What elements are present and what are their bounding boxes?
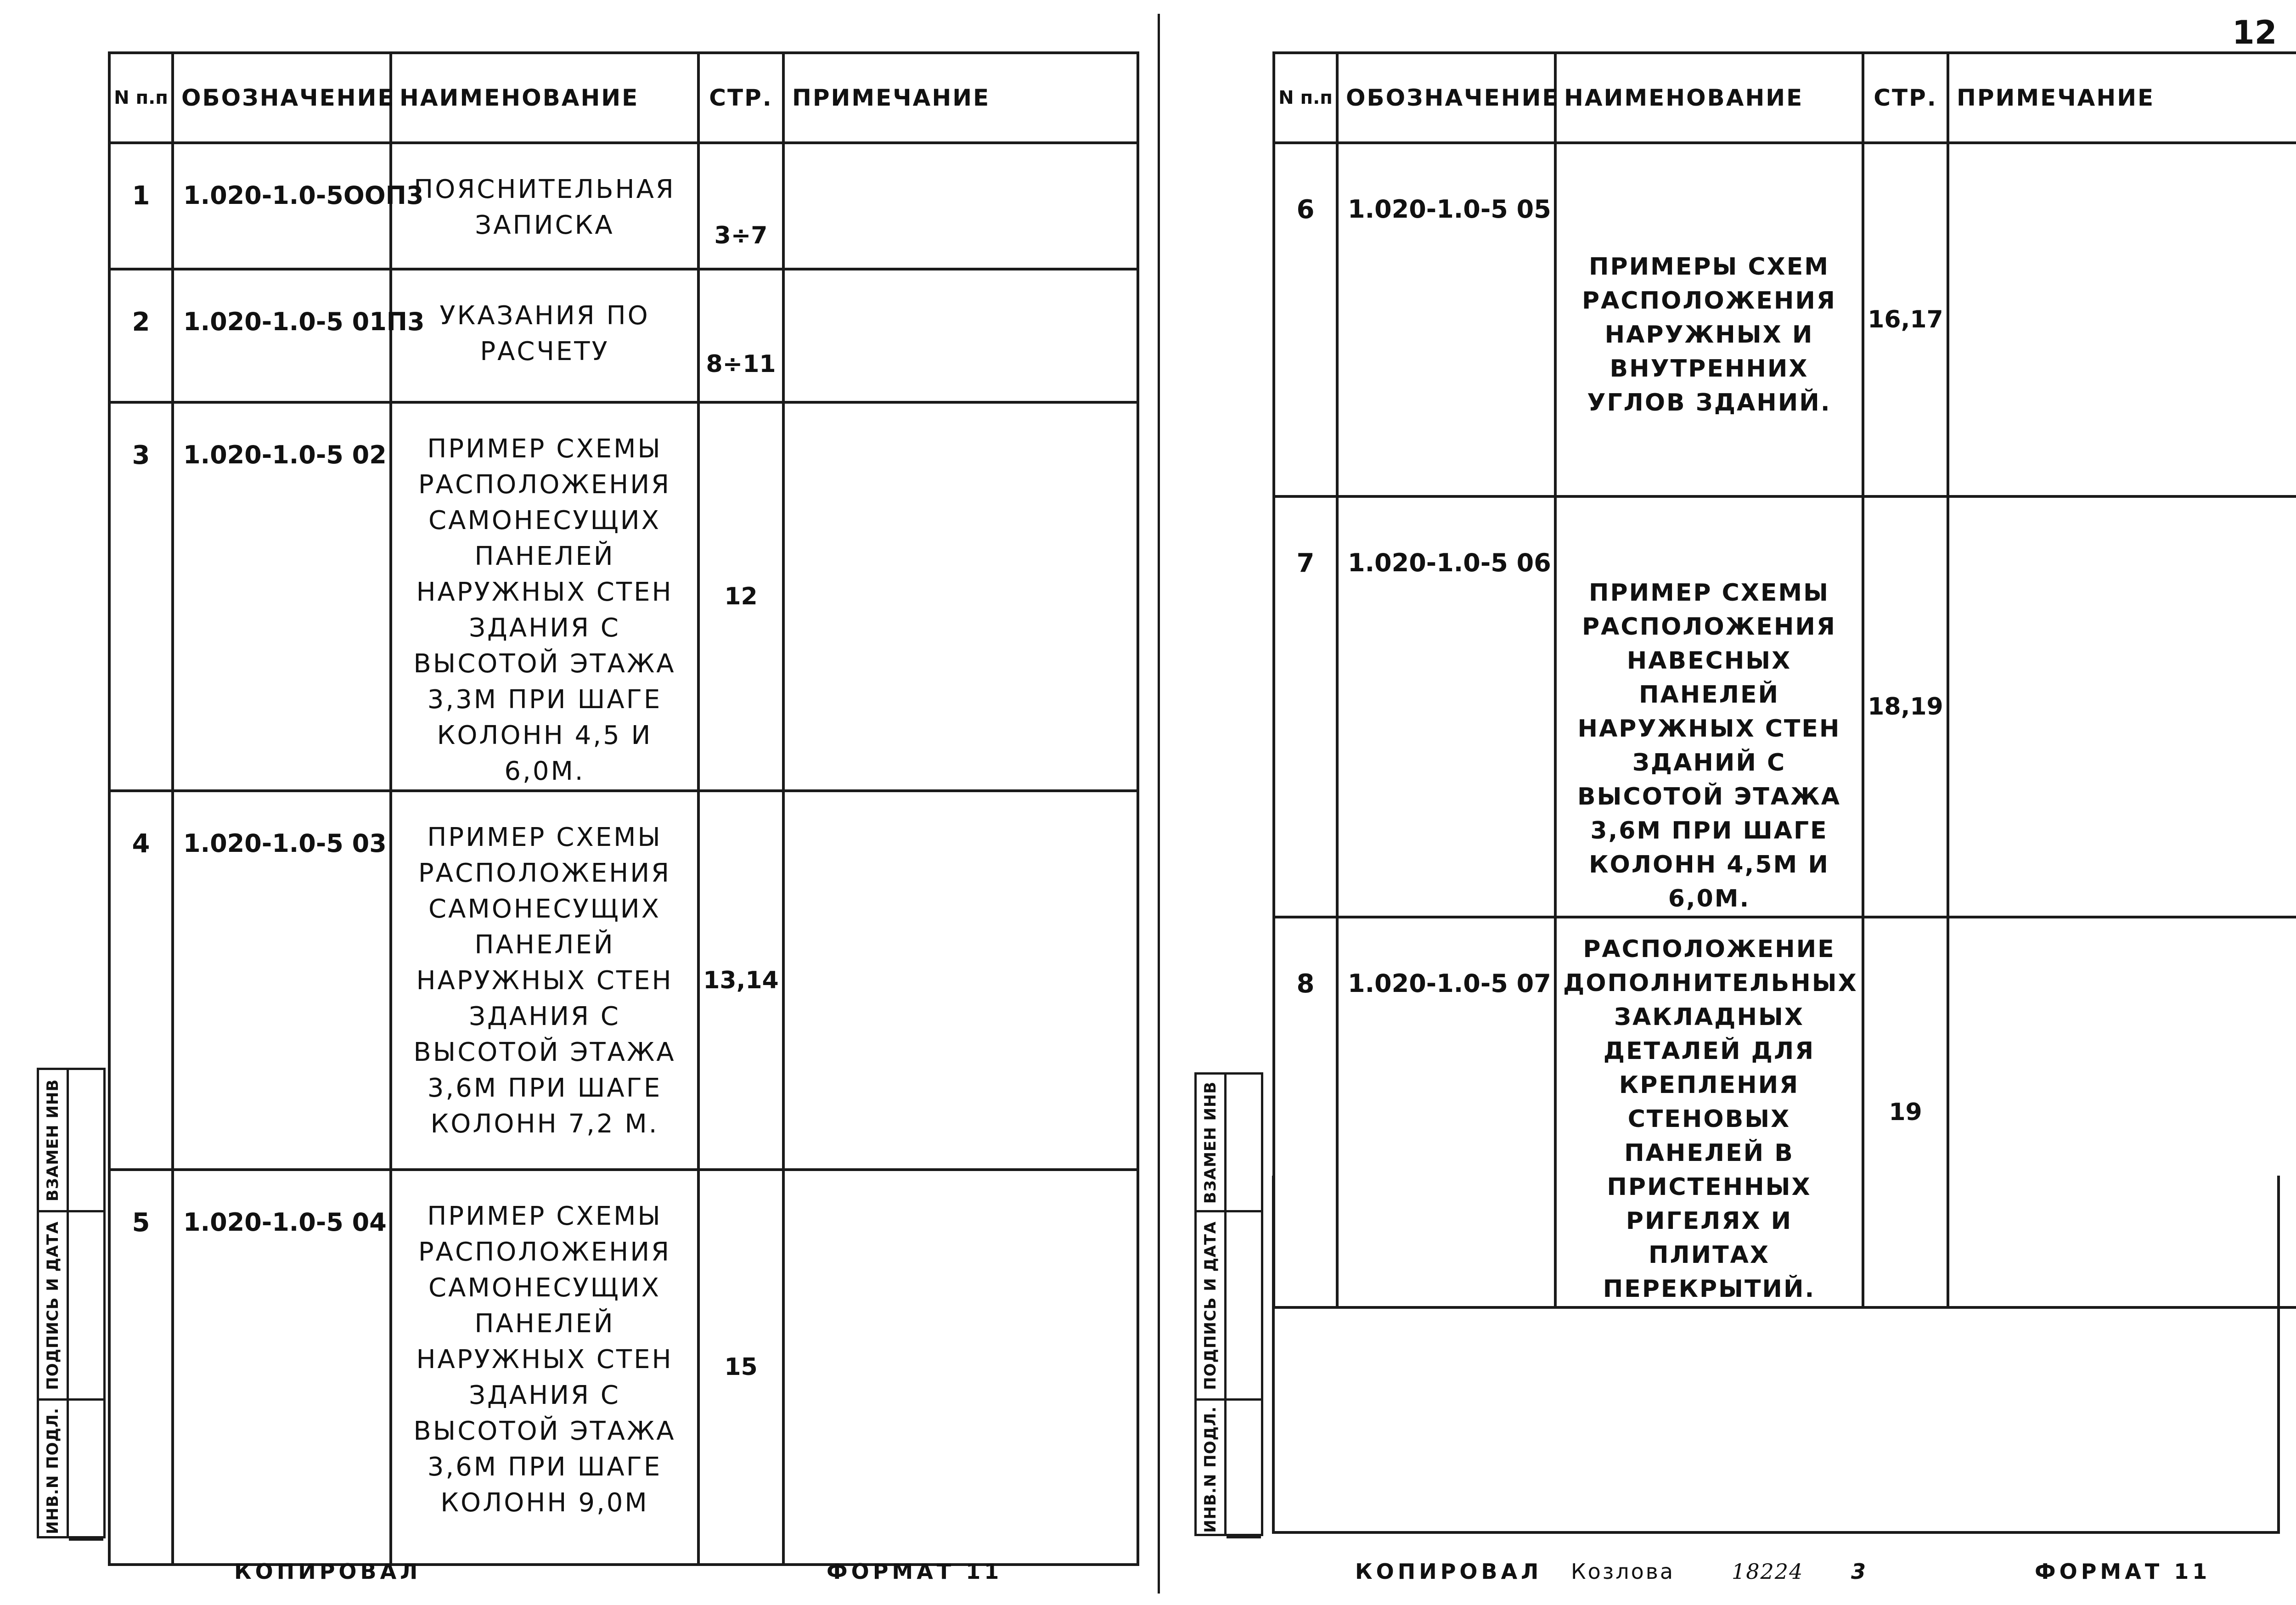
row-designation: 1.020-1.0-5 02 xyxy=(173,402,391,791)
table-header-row xyxy=(1274,53,2296,143)
stamp-label-replaced-inv: ВЗАМЕН ИНВ xyxy=(1201,1081,1220,1204)
stamp-values xyxy=(69,1068,106,1538)
stamp-value-replaced-inv xyxy=(69,1070,103,1212)
side-stamp xyxy=(1194,1072,1263,1536)
row-name: УКАЗАНИЯ ПО РАСЧЕТУ xyxy=(391,269,698,402)
stamp-cell-inv-original xyxy=(1197,1401,1224,1538)
row-note xyxy=(783,1170,1138,1565)
table-row xyxy=(1274,496,2296,917)
row-name: ПРИМЕР СХЕМЫ РАСПОЛОЖЕНИЯ САМОНЕСУЩИХ ПАНЕЛЕЙ НАРУЖНЫХ СТЕН ЗДАНИЯ С ВЫСОТОЙ ЭТАЖА 3,6М ПРИ ШАГЕ КОЛОНН 9,0М xyxy=(391,1170,698,1565)
table-header-row xyxy=(109,53,1138,143)
stamp-cell-signature-date xyxy=(39,1212,67,1401)
stamp-cell-replaced-inv xyxy=(1197,1075,1224,1212)
stamp-label-inv-original: ИНВ.N ПОДЛ. xyxy=(44,1407,62,1534)
table-row xyxy=(109,402,1138,791)
row-designation: 1.020-1.0-5 03 xyxy=(173,791,391,1170)
row-designation: 1.020-1.0-5ООП3 xyxy=(173,143,391,269)
row-designation: 1.020-1.0-5 06 xyxy=(1337,496,1555,917)
stamp-value-signature-date xyxy=(1227,1212,1261,1401)
row-name: ПРИМЕРЫ СХЕМ РАСПОЛОЖЕНИЯ НАРУЖНЫХ И ВНУТРЕННИХ УГЛОВ ЗДАНИЙ. xyxy=(1555,143,1863,496)
stamp-labels xyxy=(1194,1072,1227,1536)
row-number: 6 xyxy=(1274,143,1337,496)
row-page: 3÷7 xyxy=(698,143,783,269)
row-page: 15 xyxy=(698,1170,783,1565)
row-page: 13,14 xyxy=(698,791,783,1170)
stamp-label-inv-original: ИНВ.N ПОДЛ. xyxy=(1201,1406,1220,1533)
row-name: ПРИМЕР СХЕМЫ РАСПОЛОЖЕНИЯ САМОНЕСУЩИХ ПАНЕЛЕЙ НАРУЖНЫХ СТЕН ЗДАНИЯ С ВЫСОТОЙ ЭТАЖА 3,6М ПРИ ШАГЕ КОЛОНН 7,2 М. xyxy=(391,791,698,1170)
column-header-name: НАИМЕНОВАНИЕ xyxy=(391,53,698,143)
column-header-page: СТР. xyxy=(698,53,783,143)
column-header-page: СТР. xyxy=(1863,53,1948,143)
row-note xyxy=(783,269,1138,402)
row-designation: 1.020-1.0-5 04 xyxy=(173,1170,391,1565)
page-number: 12 xyxy=(2232,14,2277,51)
row-page: 19 xyxy=(1863,917,1948,1307)
footer-copied-label: КОПИРОВАЛ xyxy=(234,1559,422,1584)
row-page: 16,17 xyxy=(1863,143,1948,496)
row-number: 3 xyxy=(109,402,173,791)
stamp-label-signature-date: ПОДПИСЬ И ДАТА xyxy=(44,1221,62,1390)
table-row xyxy=(109,1170,1138,1565)
row-designation: 1.020-1.0-5 05 xyxy=(1337,143,1555,496)
table-row xyxy=(109,269,1138,402)
left-specification-table xyxy=(108,51,1139,1566)
table-row xyxy=(109,143,1138,269)
row-page: 8÷11 xyxy=(698,269,783,402)
stamp-cell-signature-date xyxy=(1197,1212,1224,1401)
row-note xyxy=(783,143,1138,269)
stamp-label-replaced-inv: ВЗАМЕН ИНВ xyxy=(44,1079,62,1201)
footer-sheet-number: 3 xyxy=(1851,1559,1870,1584)
stamp-values xyxy=(1227,1072,1263,1536)
footer-format-label: ФОРМАТ 11 xyxy=(827,1559,1003,1584)
row-note xyxy=(1948,143,2296,496)
stamp-value-inv-original xyxy=(1227,1401,1261,1538)
row-designation: 1.020-1.0-5 01П3 xyxy=(173,269,391,402)
column-header-number: N п.п xyxy=(109,53,173,143)
stamp-value-replaced-inv xyxy=(1227,1075,1261,1212)
row-page: 18,19 xyxy=(1863,496,1948,917)
row-number: 2 xyxy=(109,269,173,402)
table-row xyxy=(1274,143,2296,496)
footer-format-label: ФОРМАТ 11 xyxy=(2035,1559,2211,1584)
stamp-cell-inv-original xyxy=(39,1401,67,1541)
footer-copier-name: Козлова xyxy=(1571,1559,1675,1584)
row-name: ПОЯСНИТЕЛЬНАЯ ЗАПИСКА xyxy=(391,143,698,269)
column-header-designation: ОБОЗНАЧЕНИЕ xyxy=(1337,53,1555,143)
row-designation: 1.020-1.0-5 07 xyxy=(1337,917,1555,1307)
blank-area xyxy=(1272,1176,2280,1534)
row-note xyxy=(783,791,1138,1170)
side-stamp xyxy=(37,1068,106,1538)
column-header-note: ПРИМЕЧАНИЕ xyxy=(783,53,1138,143)
row-note xyxy=(783,402,1138,791)
row-name: ПРИМЕР СХЕМЫ РАСПОЛОЖЕНИЯ НАВЕСНЫХ ПАНЕЛЕЙ НАРУЖНЫХ СТЕН ЗДАНИЙ С ВЫСОТОЙ ЭТАЖА 3,6М ПРИ ШАГЕ КОЛОНН 4,5М И 6,0М. xyxy=(1555,496,1863,917)
stamp-labels xyxy=(37,1068,69,1538)
column-header-designation: ОБОЗНАЧЕНИЕ xyxy=(173,53,391,143)
row-number: 1 xyxy=(109,143,173,269)
row-note xyxy=(1948,496,2296,917)
footer-order-number: 18224 xyxy=(1732,1559,1804,1584)
column-header-name: НАИМЕНОВАНИЕ xyxy=(1555,53,1863,143)
stamp-label-signature-date: ПОДПИСЬ И ДАТА xyxy=(1201,1221,1220,1390)
right-specification-table xyxy=(1272,51,2296,1309)
column-header-note: ПРИМЕЧАНИЕ xyxy=(1948,53,2296,143)
row-number: 4 xyxy=(109,791,173,1170)
row-number: 8 xyxy=(1274,917,1337,1307)
row-number: 5 xyxy=(109,1170,173,1565)
stamp-cell-replaced-inv xyxy=(39,1070,67,1212)
stamp-value-inv-original xyxy=(69,1401,103,1541)
table-row xyxy=(109,791,1138,1170)
row-name: ПРИМЕР СХЕМЫ РАСПОЛОЖЕНИЯ САМОНЕСУЩИХ ПАНЕЛЕЙ НАРУЖНЫХ СТЕН ЗДАНИЯ С ВЫСОТОЙ ЭТАЖА 3,3М ПРИ ШАГЕ КОЛОНН 4,5 И 6,0М. xyxy=(391,402,698,791)
footer-copied-label: КОПИРОВАЛ xyxy=(1355,1559,1542,1584)
row-name: РАСПОЛОЖЕНИЕ ДОПОЛНИТЕЛЬНЫХ ЗАКЛАДНЫХ ДЕТАЛЕЙ ДЛЯ КРЕПЛЕНИЯ СТЕНОВЫХ ПАНЕЛЕЙ В ПРИСТЕННЫХ РИГЕЛЯХ И ПЛИТАХ ПЕРЕКРЫТИЙ. xyxy=(1555,917,1863,1307)
column-header-number: N п.п xyxy=(1274,53,1337,143)
row-number: 7 xyxy=(1274,496,1337,917)
stamp-value-signature-date xyxy=(69,1212,103,1401)
row-page: 12 xyxy=(698,402,783,791)
